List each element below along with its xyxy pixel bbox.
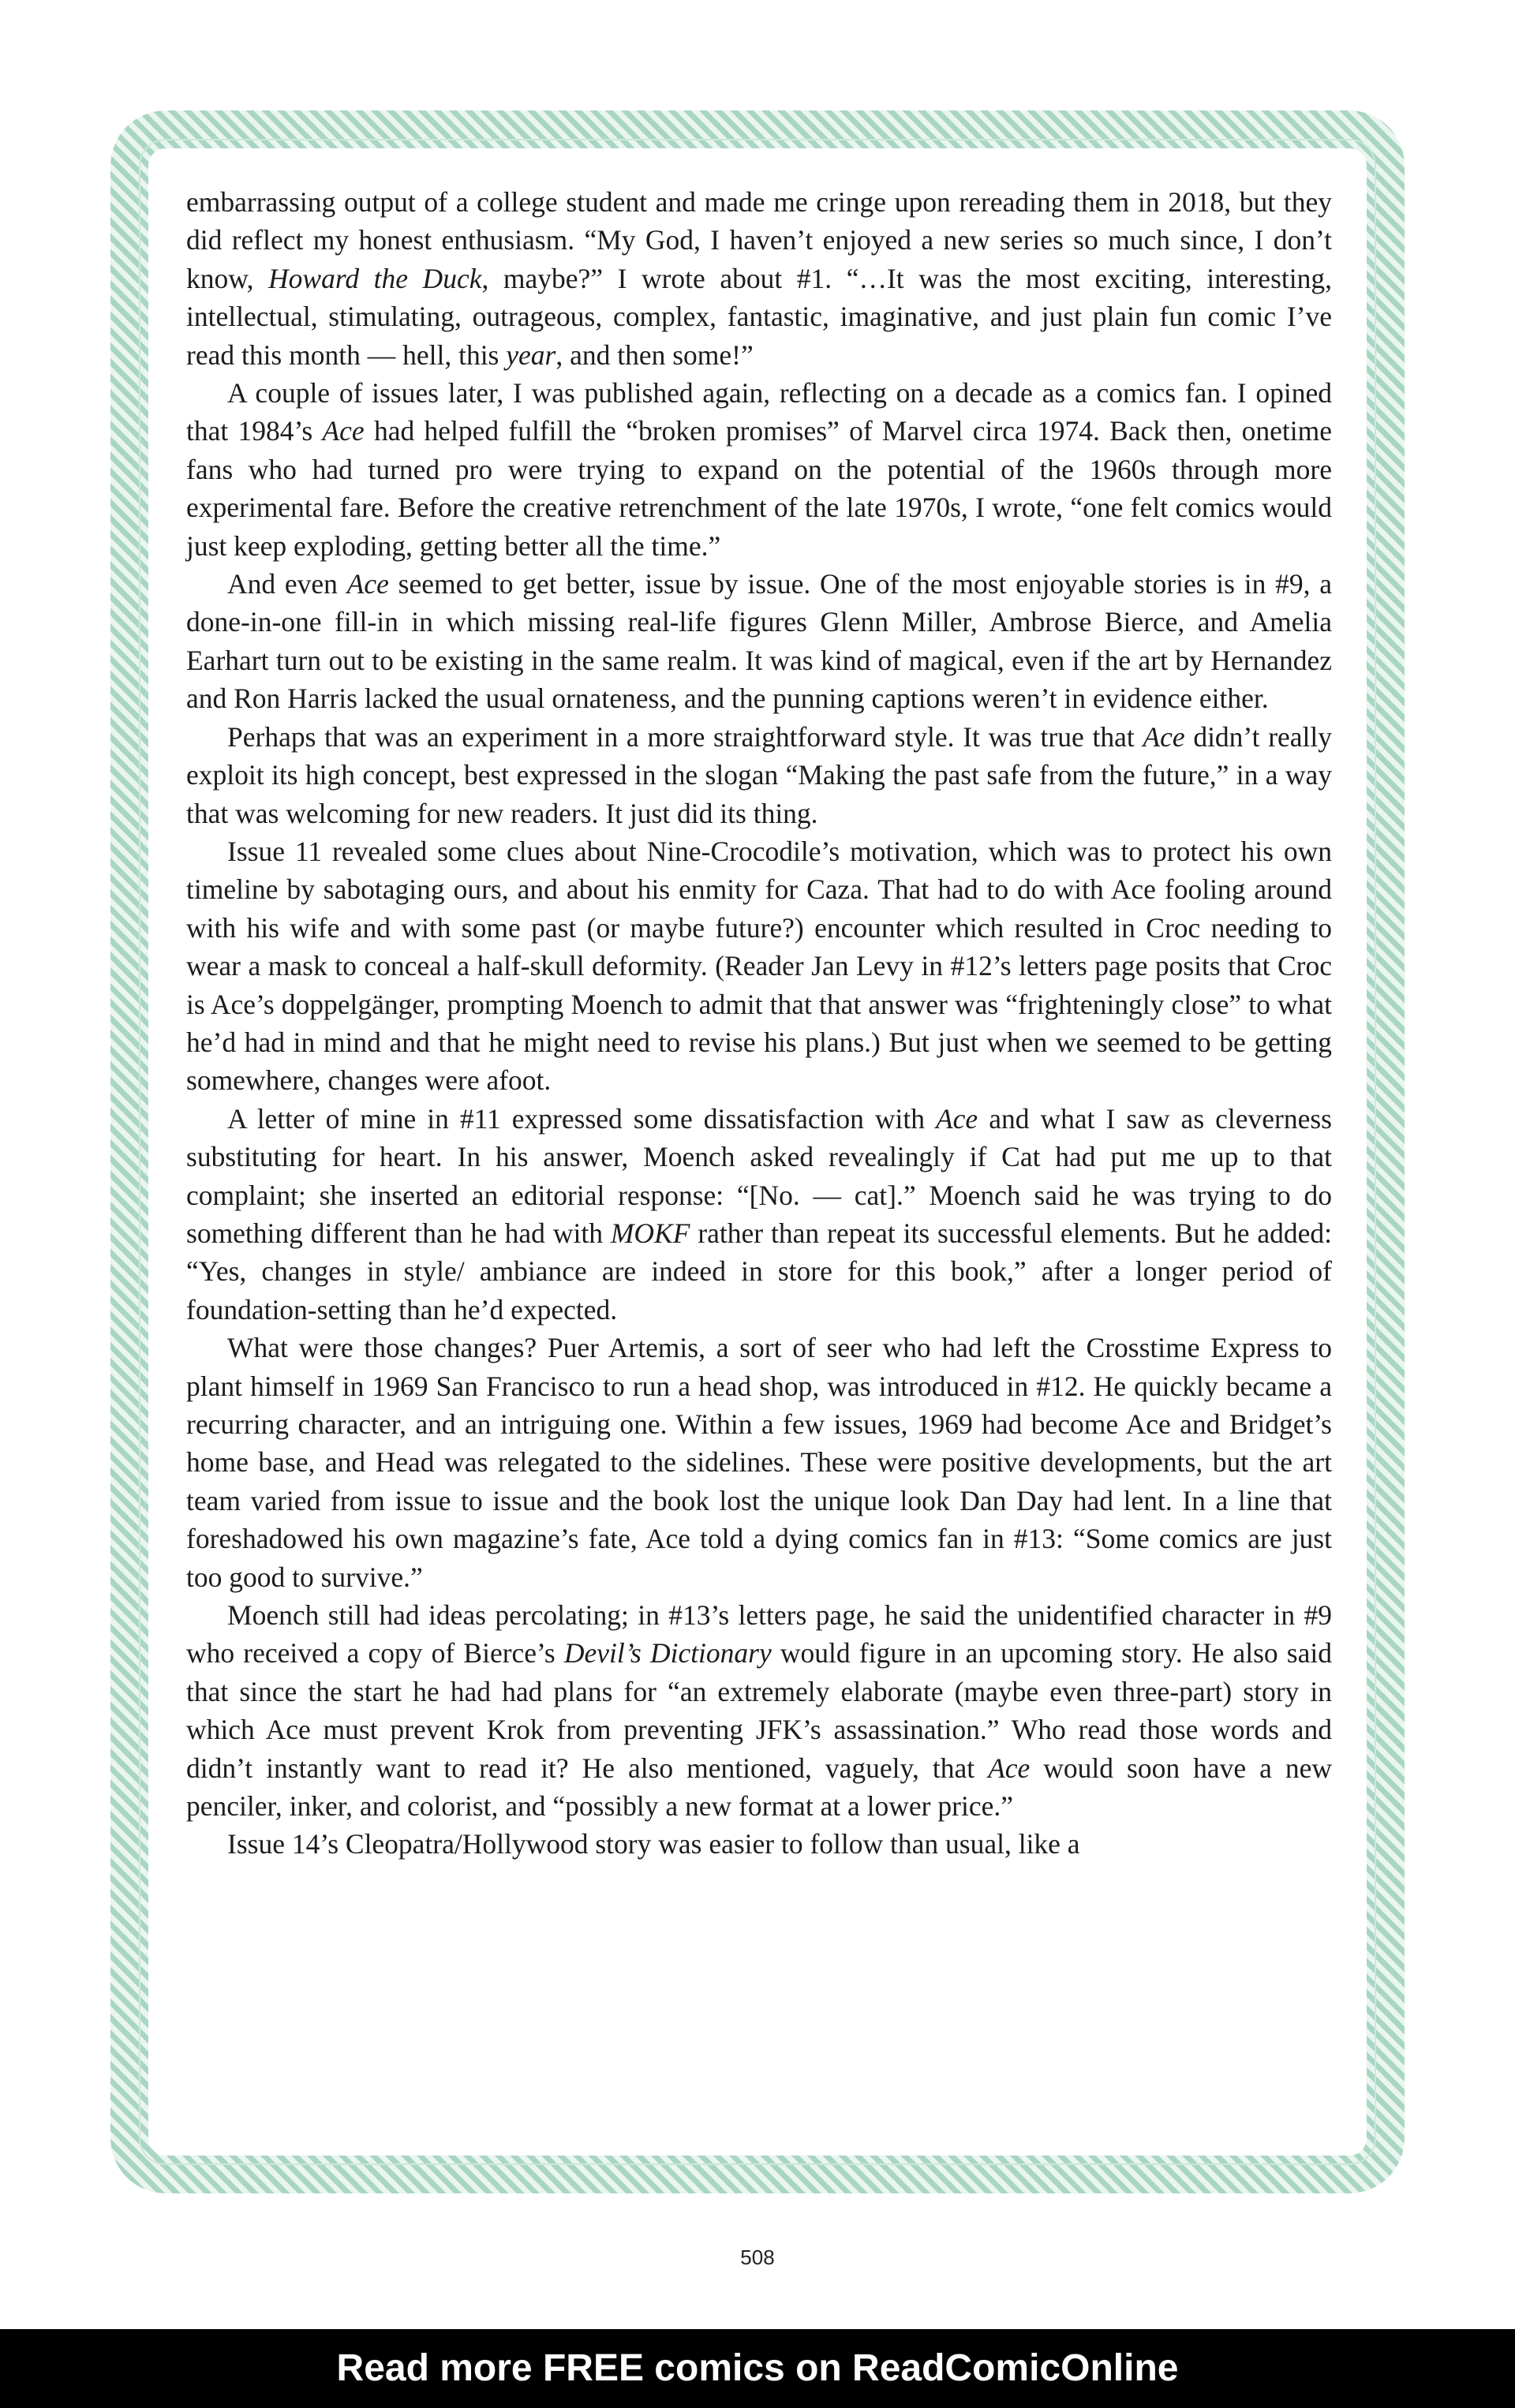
text-run: A couple of issues later, I was published again, reflecting on a decade as a comics fan. I opined that 1984’s — [186, 377, 1332, 447]
text-run: and what I saw as cleverness substituting for heart. In his answer, Moench asked revealingly if Cat had put me up to that complaint; she inserted an editorial response: “[No. — cat].” Moench said he was trying to do something different than he had with — [186, 1102, 1332, 1249]
paragraph — [186, 1825, 1332, 1863]
paragraph — [186, 565, 1332, 718]
text-run: A letter of mine in #11 expressed some dissatisfaction with — [227, 1102, 936, 1135]
text-run: would figure in an upcoming story. He also said that since the start he had had plans for “an extremely elaborate (maybe even three-part) story in which Ace must prevent Krok from preventing JFK’s assassination.” Who read those words and didn’t instantly want to read it? He also mentioned, vaguely, that — [186, 1637, 1332, 1784]
paragraph — [186, 1100, 1332, 1329]
paragraph — [186, 832, 1332, 1100]
italic-text: Ace — [1143, 720, 1185, 753]
promo-banner[interactable]: Read more FREE comics on ReadComicOnline — [0, 2329, 1515, 2408]
text-run: , and then some!” — [556, 338, 754, 371]
italic-text: Ace — [988, 1752, 1031, 1784]
text-run: seemed to get better, issue by issue. One of the most enjoyable stories is in #9, a done-in-one fill-in in which missing real-life figures Glenn Miller, Ambrose Bierce, and Amelia Earhart turn out to be existing in the same realm. It was kind of magical, even if the art by Hernandez and Ron Harris lacked the usual ornateness, and the punning captions weren’t in evidence either. — [186, 568, 1332, 715]
italic-text: Howard the Duck — [268, 262, 482, 294]
text-run: didn’t really exploit its high concept, best expressed in the slogan “Making the past safe from the future,” in a way that was welcoming for new readers. It just did its thing. — [186, 720, 1333, 829]
italic-text: Ace — [322, 415, 365, 447]
paragraph — [186, 718, 1332, 832]
paragraph — [186, 374, 1332, 565]
italic-text: year — [506, 338, 556, 371]
italic-text: Devil’s Dictionary — [563, 1637, 772, 1670]
page-number: 508 — [740, 2245, 775, 2269]
paragraph — [186, 1596, 1332, 1825]
text-run: rather than repeat its successful elements. But he added: “Yes, changes in style/ ambiance are indeed in store for this book,” after a longer period of foundation-setting than he’d expected. — [186, 1217, 1332, 1326]
text-run: Issue 14’s Cleopatra/Hollywood story was easier to follow than usual, like a — [227, 1828, 1080, 1860]
text-run: Moench still had ideas percolating; in #13’s letters page, he said the unidentified character in #9 who received a copy of Bierce’s — [186, 1599, 1332, 1670]
text-run: Issue 11 revealed some clues about Nine-Crocodile’s motivation, which was to protect his own timeline by sabotaging ours, and about his enmity for Caza. That had to do with Ace fooling around with his wife and with some past (or maybe future?) encounter which resulted in Croc needing to wear a mask to conceal a half-skull deformity. (Reader Jan Levy in #12’s letters page posits that Croc is Ace’s doppelgänger, prompting Moench to admit that that answer was “frighteningly close” to what he’d had in mind and that he might need to revise his plans.) But just when we seemed to be getting somewhere, changes were afoot. — [186, 835, 1332, 1097]
paragraph — [186, 1329, 1332, 1596]
italic-text: Ace — [346, 568, 389, 600]
italic-text: Ace — [935, 1102, 978, 1135]
article-body — [186, 183, 1332, 1864]
text-run: had helped fulfill the “broken promises” of Marvel circa 1974. Back then, onetime fans who had turned pro were trying to expand on the potential of the 1960s through more experimental fare. Before the creative retrenchment of the late 1970s, I wrote, “one felt comics would just keep exploding, getting better all the time.” — [186, 415, 1332, 562]
text-run: What were those changes? Puer Artemis, a sort of seer who had left the Crosstime Express to plant himself in 1969 San Francisco to run a head shop, was introduced in #12. He quickly became a recurring character, and an intriguing one. Within a few issues, 1969 had become Ace and Bridget’s home base, and Head was relegated to the sidelines. These were positive developments, but the art team varied from issue to issue and the book lost the unique look Dan Day had lent. In a line that foreshadowed his own magazine’s fate, Ace told a dying comics fan in #13: “Some comics are just too good to survive.” — [186, 1332, 1332, 1593]
text-run: Perhaps that was an experiment in a more straightforward style. It was true that — [227, 720, 1143, 753]
text-run: And even — [227, 568, 347, 600]
italic-text: MOKF — [610, 1217, 690, 1249]
text-run: , maybe?” I wrote about #1. “…It was the most exciting, interesting, intellectual, stimulating, outrageous, complex, fantastic, imaginative, and just plain fun comic I’ve read this month — hell, this — [186, 262, 1332, 371]
paragraph — [186, 183, 1332, 374]
text-run: embarrassing output of a college student and made me cringe upon rereading them in 2018, but they did reflect my honest enthusiasm. “My God, I haven’t enjoyed a new series so much since, I don’t know, — [186, 186, 1332, 294]
text-run: would soon have a new penciler, inker, and colorist, and “possibly a new format at a lower price.” — [186, 1752, 1332, 1823]
